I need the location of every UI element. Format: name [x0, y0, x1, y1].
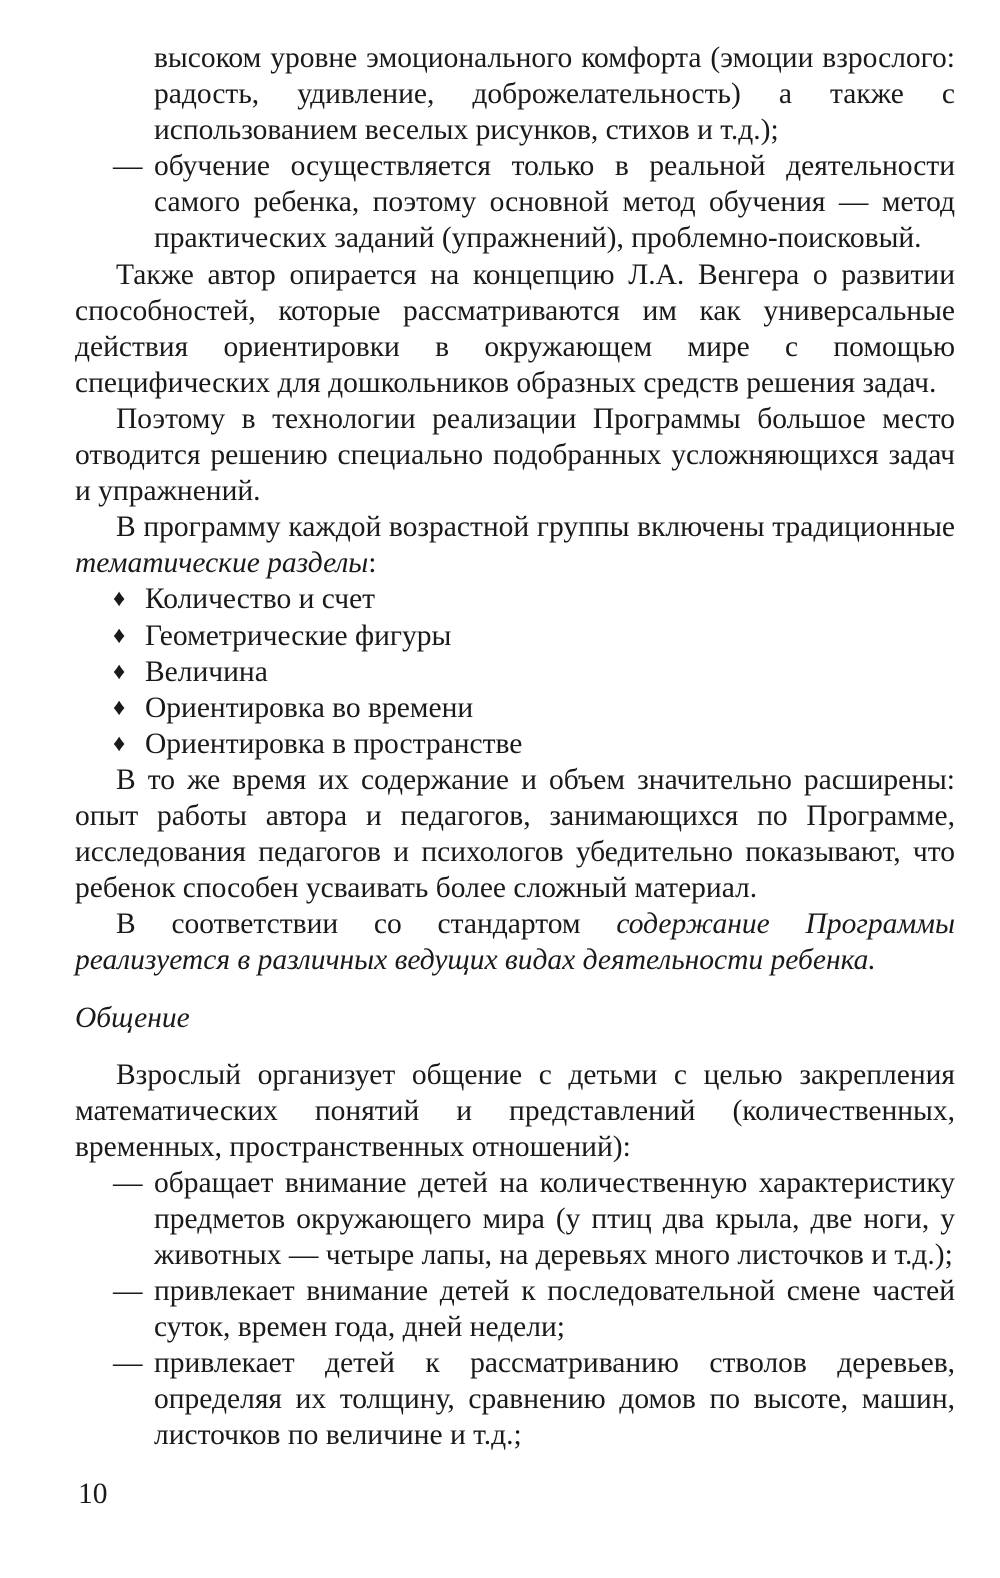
dash-marker: —	[113, 1166, 143, 1199]
diamond-bullet-icon: ♦	[113, 694, 126, 721]
list-item	[75, 618, 955, 654]
list-item-text: привлекает внимание детей к последовательной смене частей суток, времен года, дней недели;	[154, 1275, 955, 1344]
list-item-text: Ориентировка во времени	[145, 691, 474, 724]
list-item	[75, 726, 955, 762]
paragraph-sections	[75, 509, 955, 581]
list-item-continuation: высоком уровне эмоционального комфорта (эмоции взрослого: радость, удивление, доброжелательность) а также с использованием веселых рисунков, стихов и т.д.);	[154, 42, 955, 147]
paragraph-text: :	[368, 547, 377, 580]
list-item-text: Ориентировка в пространстве	[145, 727, 523, 760]
diamond-bullet-icon: ♦	[113, 658, 126, 685]
section-heading: Общение	[75, 1002, 190, 1035]
diamond-bullet-icon: ♦	[113, 622, 126, 649]
list-item-quantity	[75, 1165, 955, 1273]
paragraph-text: В соответствии со стандартом	[116, 908, 617, 941]
list-item-text: привлекает детей к рассматриванию стволов деревьев, определяя их толщину, сравнению домов по высоте, машин, листочков по величине и т.д.;	[154, 1347, 955, 1452]
list-item-size	[75, 1345, 955, 1453]
page-number: 10	[78, 1478, 108, 1510]
sections-list	[75, 581, 955, 761]
page-content	[75, 40, 955, 1454]
dash-marker: —	[113, 150, 143, 183]
emphasis-text: содержание Программы реализуется в различных ведущих видах деятельности ребенка.	[75, 908, 955, 977]
list-item-text: Величина	[145, 655, 268, 688]
list-item-time	[75, 1273, 955, 1345]
list-item	[75, 690, 955, 726]
list-item-text: Геометрические фигуры	[145, 619, 452, 652]
diamond-bullet-icon: ♦	[113, 730, 126, 757]
paragraph-expanded: В то же время их содержание и объем значительно расширены: опыт работы автора и педагогов, занимающихся по Программе, исследования педагогов и психологов убедительно показывают, что ребенок способен усваивать более сложный материал.	[75, 763, 955, 905]
paragraph-venger: Также автор опирается на концепцию Л.А. Венгера о развитии способностей, которые рассматриваются им как универсальные действия ориентировки в окружающем мире с помощью специфических для дошкольников образных средств решения задач.	[75, 258, 955, 399]
paragraph-text: В программу каждой возрастной группы включены традиционные	[116, 511, 955, 544]
dash-marker: —	[113, 1347, 143, 1380]
list-item-text: обучение осуществляется только в реальной деятельности самого ребенка, поэтому основной метод обучения — метод практических заданий (упражнений), проблемно-поисковый.	[154, 150, 955, 255]
emphasis-text: тематические разделы	[75, 547, 369, 580]
dash-marker: —	[113, 1275, 143, 1308]
list-item-text: Количество и счет	[145, 583, 376, 616]
paragraph-standard	[75, 906, 955, 978]
list-item	[75, 581, 955, 617]
paragraph-technology: Поэтому в технологии реализации Программы большое место отводится решению специально подобранных усложняющихся задач и упражнений.	[75, 402, 955, 508]
diamond-bullet-icon: ♦	[113, 586, 126, 613]
list-item	[75, 654, 955, 690]
list-item-learning	[75, 148, 955, 256]
paragraph-communication: Взрослый организует общение с детьми с целью закрепления математических понятий и представлений (количественных, временных, пространственных отношений):	[75, 1058, 955, 1163]
list-item-text: обращает внимание детей на количественную характеристику предметов окружающего мира (у птиц два крыла, две ноги, у животных — четыре лапы, на деревьях много листочков и т.д.);	[154, 1166, 955, 1271]
